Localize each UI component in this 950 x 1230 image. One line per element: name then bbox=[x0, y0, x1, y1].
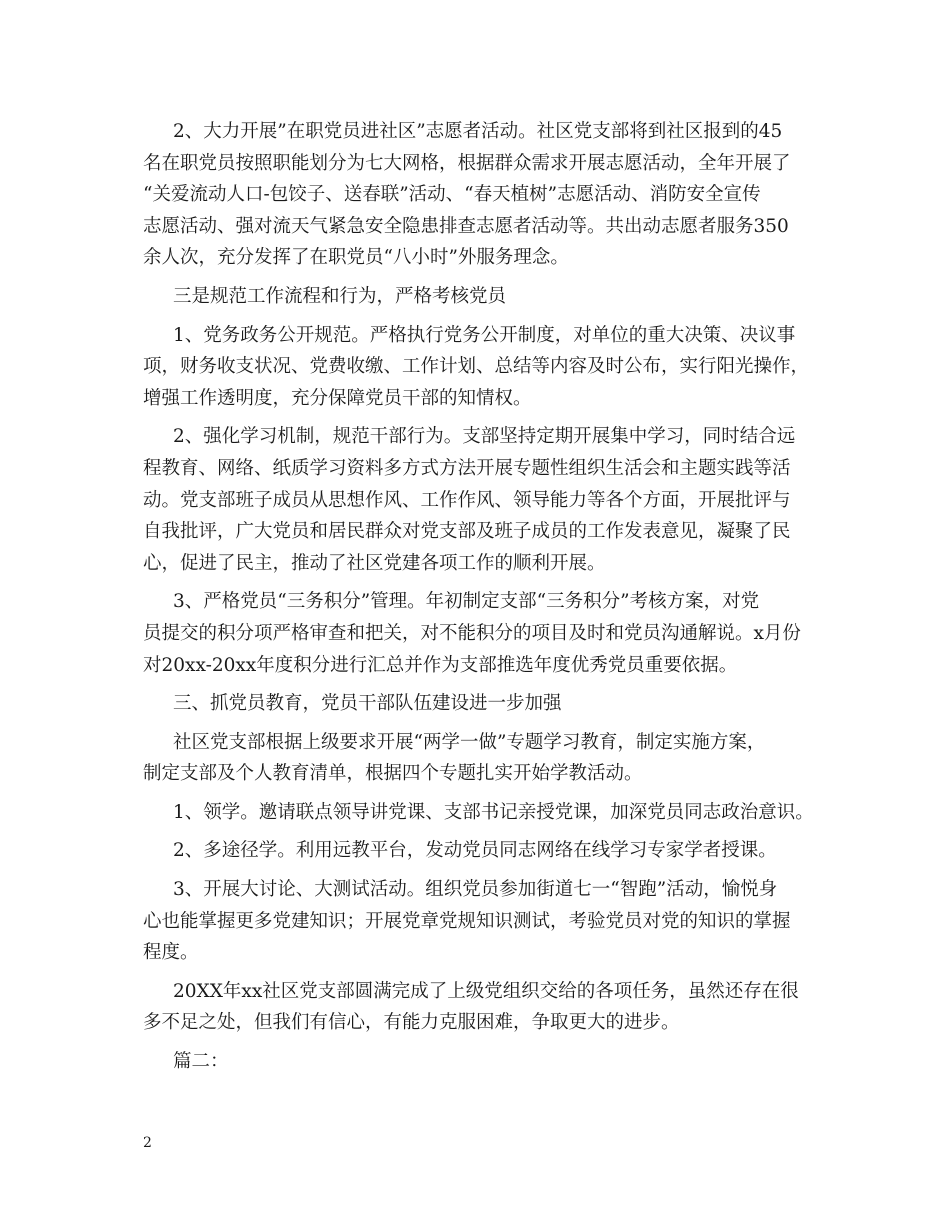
paragraph-line: 2、大力开展”在职党员进社区”志愿者活动。社区党支部将到社区报到的45 bbox=[173, 121, 783, 142]
paragraph-line: 篇二： bbox=[173, 1051, 229, 1073]
paragraph-line: 名在职党员按照职能划分为七大网格，根据群众需求开展志愿活动，全年开展了 bbox=[143, 152, 791, 174]
paragraph-line: 多不足之处，但我们有信心，有能力克服困难，争取更大的进步。 bbox=[143, 1012, 680, 1034]
paragraph-line: 动。党支部班子成员从思想作风、工作作风、领导能力等各个方面，开展批评与 bbox=[143, 489, 791, 511]
paragraph-line: 心，促进了民主，推动了社区党建各项工作的顺利开展。 bbox=[143, 552, 606, 574]
paragraph-line: 1、领学。邀请联点领导讲党课、支部书记亲授党课，加深党员同志政治意识。 bbox=[173, 801, 814, 823]
paragraph-line: 社区党支部根据上级要求开展“两学一做”专题学习教育，制定实施方案， bbox=[173, 731, 766, 753]
paragraph-line: 项，财务收支状况、党费收缴、工作计划、总结等内容及时公布，实行阳光操作， bbox=[143, 356, 810, 378]
paragraph bbox=[143, 421, 823, 579]
paragraph-line: 2、多途径学。利用远教平台，发动党员同志网络在线学习专家学者授课。 bbox=[173, 840, 777, 862]
paragraph bbox=[143, 976, 823, 1039]
paragraph-line: 3、开展大讨论、大测试活动。组织党员参加街道七一“智跑”活动，愉悦身 bbox=[173, 879, 778, 901]
paragraph-line: 1、党务政务公开规范。严格执行党务公开制度，对单位的重大决策、决议事 bbox=[173, 324, 796, 346]
paragraph-line: 制定支部及个人教育清单，根据四个专题扎实开始学教活动。 bbox=[143, 763, 643, 785]
paragraph-line: 对20xx-20xx年度积分进行汇总并作为支部推选年度优秀党员重要依据。 bbox=[143, 654, 738, 676]
paragraph bbox=[143, 116, 823, 274]
paragraph-line: 程度。 bbox=[143, 942, 199, 964]
document-body bbox=[143, 116, 823, 1078]
paragraph-line: 余人次，充分发挥了在职党员“八小时”外服务理念。 bbox=[143, 247, 569, 269]
paragraph-line: 增强工作透明度，充分保障党员干部的知情权。 bbox=[143, 387, 532, 409]
paragraph bbox=[143, 835, 823, 867]
paragraph bbox=[143, 797, 823, 829]
paragraph bbox=[143, 1046, 823, 1078]
page-number: 2 bbox=[143, 1135, 152, 1151]
paragraph-line: 程教育、网络、纸质学习资料多方式方法开展专题性组织生活会和主题实践等活 bbox=[143, 457, 791, 479]
paragraph bbox=[143, 586, 823, 681]
paragraph-line: 心也能掌握更多党建知识；开展党章党规知识测试，考验党员对党的知识的掌握 bbox=[143, 910, 791, 932]
paragraph-line: 2、强化学习机制，规范干部行为。支部坚持定期开展集中学习，同时结合远 bbox=[173, 426, 796, 448]
paragraph-line: 20XX年xx社区党支部圆满完成了上级党组织交给的各项任务，虽然还存在很 bbox=[173, 980, 799, 1002]
paragraph-line: 3、严格党员“三务积分”管理。年初制定支部“三务积分”考核方案，对党 bbox=[173, 591, 760, 613]
paragraph-line: 三、抓党员教育，党员干部队伍建设进一步加强 bbox=[173, 693, 562, 715]
paragraph bbox=[143, 688, 823, 720]
paragraph-line: “关爱流动人口-包饺子、送春联”活动、“春天植树”志愿活动、消防安全宣传 bbox=[143, 184, 761, 206]
paragraph bbox=[143, 281, 823, 313]
paragraph-line: 员提交的积分项严格审查和把关，对不能积分的项目及时和党员沟通解说。x月份 bbox=[143, 622, 801, 644]
paragraph bbox=[143, 874, 823, 969]
paragraph bbox=[143, 320, 823, 415]
paragraph-line: 自我批评，广大党员和居民群众对党支部及班子成员的工作发表意见，凝聚了民 bbox=[143, 521, 791, 543]
paragraph-line: 志愿活动、强对流天气紧急安全隐患排查志愿者活动等。共出动志愿者服务350 bbox=[143, 215, 789, 237]
paragraph-line: 三是规范工作流程和行为，严格考核党员 bbox=[173, 285, 507, 307]
paragraph bbox=[143, 727, 823, 790]
